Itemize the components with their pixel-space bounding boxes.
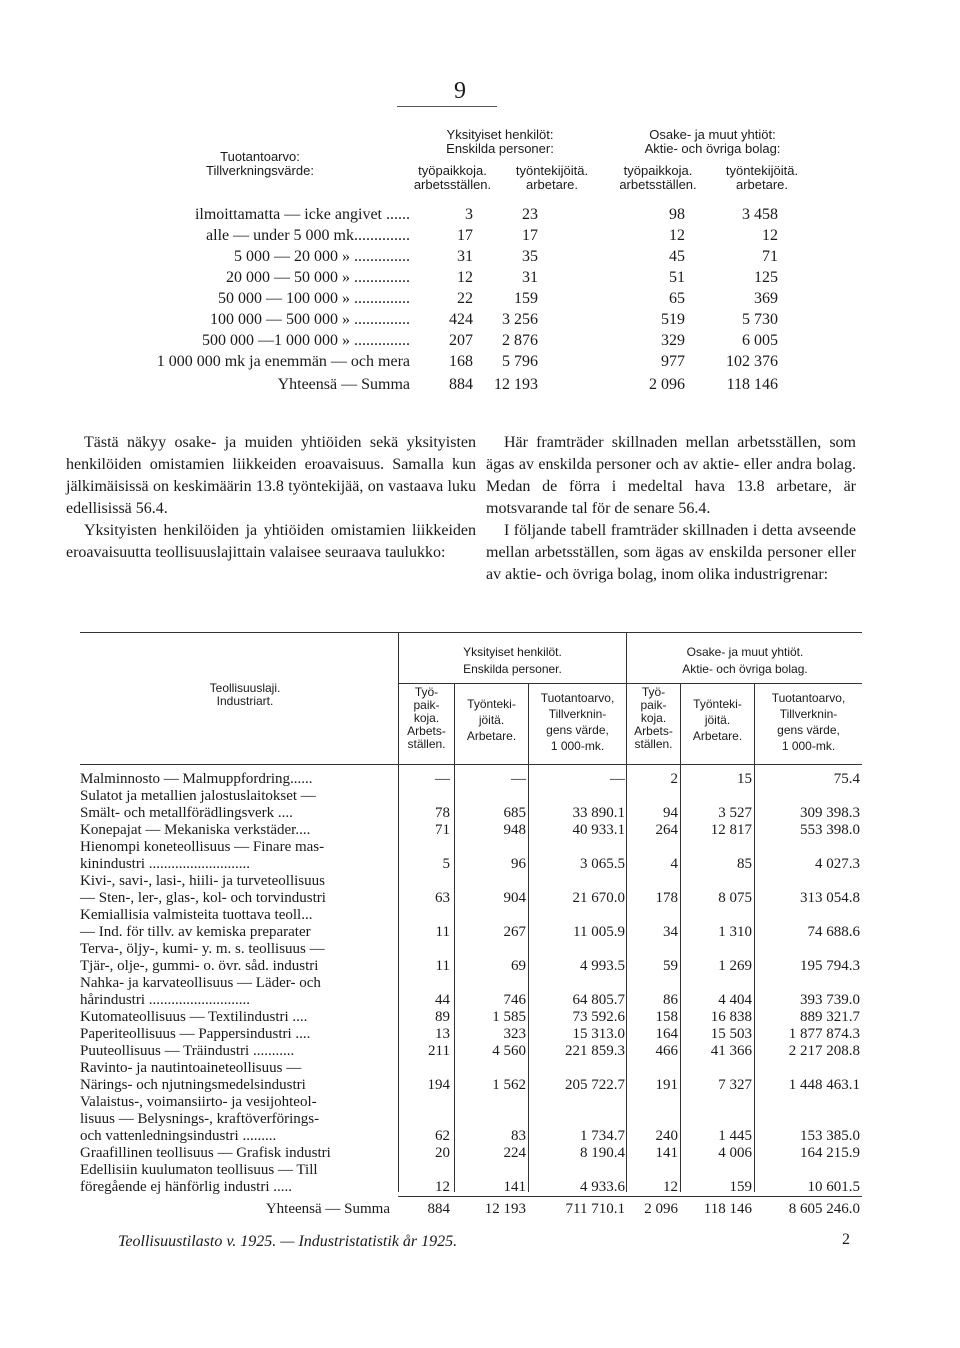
t1-row-label: ilmoittamatta — icke angivet ...... bbox=[194, 206, 410, 223]
t1-colhead-3 bbox=[608, 164, 708, 192]
t2-row-label: föregående ej hänförlig industri ..... bbox=[80, 1179, 293, 1195]
t2-total-cell: 12 193 bbox=[484, 1201, 526, 1217]
t2-cell: 1 585 bbox=[492, 1009, 526, 1025]
t2-row-label: — Sten-, ler-, glas-, kol- och torvindustri bbox=[80, 890, 326, 906]
t2-cell: 40 933.1 bbox=[572, 822, 625, 838]
t2-cell: 195 794.3 bbox=[800, 958, 860, 974]
t2-cell: 74 688.6 bbox=[807, 924, 860, 940]
t2-cell: 191 bbox=[655, 1077, 678, 1093]
t2-cell: 41 366 bbox=[710, 1043, 752, 1059]
t1-total-cell: 884 bbox=[449, 376, 473, 393]
t2-colhead-line: Arbets- bbox=[407, 724, 446, 738]
t2-cell: 224 bbox=[503, 1145, 526, 1161]
page-number: 9 bbox=[454, 78, 466, 104]
t2-colhead-line: Tuotantoarvo, bbox=[540, 691, 615, 705]
t2-cell: 89 bbox=[435, 1009, 450, 1025]
text-column-swedish bbox=[486, 432, 856, 586]
t1-cell: 207 bbox=[449, 332, 473, 349]
t2-cell: 2 bbox=[670, 771, 678, 787]
footer-sheet-number: 2 bbox=[842, 1231, 850, 1248]
t2-cell: 159 bbox=[729, 1179, 752, 1195]
t2-cell: 7 327 bbox=[718, 1077, 752, 1093]
t2-cell: 3 065.5 bbox=[580, 856, 625, 872]
header-left-sv: Tillverkningsvärde: bbox=[206, 163, 314, 178]
t1-total-label: Yhteensä — Summa bbox=[277, 376, 410, 393]
table2-group-rule bbox=[398, 683, 862, 684]
t2-row-label: hårindustri ........................... bbox=[80, 992, 250, 1008]
group1-title-fi: Yksityiset henkilöt: bbox=[446, 127, 554, 142]
t1-colhead-3-fi: työpaikkoja. bbox=[623, 163, 693, 178]
t2-colhead-line: paik- bbox=[640, 698, 667, 712]
t2-colhead-workers-company bbox=[681, 696, 754, 744]
group2-header-fi: Osake- ja muut yhtiöt. bbox=[686, 645, 804, 659]
t2-cell: 4 993.5 bbox=[580, 958, 625, 974]
t2-colhead-line: koja. bbox=[640, 711, 667, 725]
t1-cell: 65 bbox=[669, 290, 685, 307]
t2-cell: 34 bbox=[663, 924, 678, 940]
table1-group2-title bbox=[605, 128, 820, 156]
t2-cell: 904 bbox=[503, 890, 526, 906]
t2-row-label: Puuteollisuus — Träindustri ........... bbox=[80, 1043, 295, 1059]
t2-colhead-line: Tillverknin- bbox=[779, 707, 838, 721]
group2-header-sv: Aktie- och övriga bolag. bbox=[682, 662, 808, 676]
t2-cell: 141 bbox=[655, 1145, 678, 1161]
t2-cell: 309 398.3 bbox=[800, 805, 860, 821]
t1-cell: 31 bbox=[522, 269, 538, 286]
t2-cell: 96 bbox=[511, 856, 526, 872]
t2-colhead-line: 1 000-mk. bbox=[550, 739, 605, 753]
t2-row-label: Nahka- ja karvateollisuus — Läder- och bbox=[80, 975, 321, 991]
t2-colhead-line: Arbetare. bbox=[466, 729, 517, 743]
t1-row-label: 20 000 — 50 000 » .............. bbox=[226, 269, 410, 286]
t2-cell: 62 bbox=[435, 1128, 450, 1144]
t2-total-cell: 8 605 246.0 bbox=[788, 1201, 860, 1217]
header-left-fi: Tuotantoarvo: bbox=[220, 149, 300, 164]
t2-colhead-workplaces-company bbox=[627, 686, 680, 751]
table2-header-rule bbox=[80, 764, 862, 765]
t2-cell: 1 877 874.3 bbox=[788, 1026, 860, 1042]
t1-colhead-1 bbox=[400, 164, 505, 192]
t2-row-label: Kivi-, savi-, lasi-, hiili- ja turveteollisuus bbox=[80, 873, 325, 889]
t1-colhead-3-sv: arbetsställen. bbox=[619, 177, 697, 192]
table2-group2-header bbox=[628, 644, 862, 678]
t2-row-label: lisuus — Belysnings-, kraftöverförings- bbox=[80, 1111, 320, 1127]
t2-cell: 63 bbox=[435, 890, 450, 906]
table2-vline bbox=[454, 683, 455, 1192]
t2-cell: 194 bbox=[427, 1077, 450, 1093]
t2-colhead-line: koja. bbox=[413, 711, 440, 725]
t2-cell: 4 933.6 bbox=[580, 1179, 625, 1195]
paragraph: Här framträder skillnaden mellan arbetsställen, som ägas av enskilda personer och av aktie- eller andra bolag. Medan de förra i medeltal hava 13.8 arbetare, är motsvarande tal för de senare 56.4. bbox=[486, 434, 856, 517]
t2-cell: 1 269 bbox=[718, 958, 752, 974]
t2-cell: 75.4 bbox=[833, 771, 860, 787]
t1-cell: 45 bbox=[669, 248, 685, 265]
table2-vline bbox=[528, 683, 529, 1192]
t2-cell: 1 562 bbox=[492, 1077, 526, 1093]
t2-cell: 10 601.5 bbox=[807, 1179, 860, 1195]
t1-cell: 98 bbox=[669, 206, 685, 223]
t2-colhead-line: paik- bbox=[413, 698, 440, 712]
t2-cell: 205 722.7 bbox=[565, 1077, 625, 1093]
footer-source: Teollisuustilasto v. 1925. — Industristatistik år 1925. bbox=[118, 1233, 458, 1250]
t2-cell: — bbox=[511, 771, 526, 787]
t2-cell: 685 bbox=[503, 805, 526, 821]
t2-cell: 12 817 bbox=[710, 822, 752, 838]
t2-cell: 59 bbox=[663, 958, 678, 974]
t2-total-cell: 2 096 bbox=[644, 1201, 678, 1217]
t1-row-label: 500 000 —1 000 000 » .............. bbox=[202, 332, 410, 349]
t1-row-label: 100 000 — 500 000 » .............. bbox=[210, 311, 410, 328]
t1-row-label: 50 000 — 100 000 » .............. bbox=[218, 290, 410, 307]
t2-colhead-workplaces-private bbox=[399, 686, 454, 751]
t1-cell: 71 bbox=[762, 248, 778, 265]
t2-row-label: Valaistus-, voimansiirto- ja vesijohteol- bbox=[80, 1094, 317, 1110]
table2-vline bbox=[680, 683, 681, 1192]
t1-total-cell: 12 193 bbox=[494, 376, 538, 393]
group2-title-fi: Osake- ja muut yhtiöt: bbox=[649, 127, 776, 142]
t1-cell: 22 bbox=[457, 290, 473, 307]
t2-cell: 16 838 bbox=[710, 1009, 752, 1025]
t2-colhead-line: Työnteki- bbox=[693, 697, 742, 711]
t2-cell: — bbox=[610, 771, 625, 787]
t1-row-label: alle — under 5 000 mk.............. bbox=[206, 227, 410, 244]
paragraph: Tästä näkyy osake- ja muiden yhtiöiden sekä yksityisten henkilöiden omistamien liikkeiden eroavaisuus. Samalla kun jälkimäisissä on keskimäärin 13.8 työntekijää, on vastaava luku edellisissä 56.4. bbox=[66, 434, 476, 517]
t1-cell: 23 bbox=[522, 206, 538, 223]
t2-cell: 240 bbox=[655, 1128, 678, 1144]
t2-colhead-line: Työnteki- bbox=[467, 697, 516, 711]
table2-group1-header bbox=[400, 644, 625, 678]
t2-cell: 3 527 bbox=[718, 805, 752, 821]
t2-cell: 15 bbox=[737, 771, 752, 787]
t1-cell: 5 796 bbox=[502, 353, 538, 370]
t2-cell: 12 bbox=[663, 1179, 678, 1195]
t2-cell: 164 215.9 bbox=[800, 1145, 860, 1161]
t2-cell: 15 313.0 bbox=[572, 1026, 625, 1042]
t1-colhead-2-sv: arbetare. bbox=[525, 177, 579, 192]
t2-row-label: Paperiteollisuus — Pappersindustri .... bbox=[80, 1026, 311, 1042]
t2-cell: 33 890.1 bbox=[572, 805, 625, 821]
t2-cell: 221 859.3 bbox=[565, 1043, 625, 1059]
stub-header-fi: Teollisuuslaji. bbox=[209, 681, 281, 695]
t1-cell: 369 bbox=[754, 290, 778, 307]
t2-cell: 21 670.0 bbox=[572, 890, 625, 906]
t1-cell: 329 bbox=[661, 332, 685, 349]
t2-row-label: Edellisiin kuulumaton teollisuus — Till bbox=[80, 1162, 318, 1178]
t2-cell: 746 bbox=[503, 992, 526, 1008]
t2-colhead-line: gens värde, bbox=[546, 723, 609, 737]
table1-group1-title bbox=[400, 128, 600, 156]
t2-colhead-line: 1 000-mk. bbox=[781, 739, 836, 753]
t1-cell: 12 bbox=[669, 227, 685, 244]
t1-cell: 102 376 bbox=[726, 353, 778, 370]
t2-cell: 4 bbox=[670, 856, 678, 872]
t1-colhead-4 bbox=[712, 164, 812, 192]
t2-cell: 178 bbox=[655, 890, 678, 906]
t1-colhead-2 bbox=[502, 164, 602, 192]
t2-row-label: Graafillinen teollisuus — Grafisk industri bbox=[80, 1145, 331, 1161]
t1-total-cell: 2 096 bbox=[649, 376, 685, 393]
t2-colhead-line: Työ- bbox=[414, 685, 439, 699]
t2-cell: 13 bbox=[435, 1026, 450, 1042]
t2-cell: 71 bbox=[435, 822, 450, 838]
t1-cell: 159 bbox=[514, 290, 538, 307]
t2-row-label: Kemiallisia valmisteita tuottava teoll... bbox=[80, 907, 313, 923]
table1-header-left bbox=[170, 150, 350, 178]
t2-cell: 158 bbox=[655, 1009, 678, 1025]
t2-cell: 141 bbox=[503, 1179, 526, 1195]
t2-cell: 85 bbox=[737, 856, 752, 872]
t2-row-label: Hienompi koneteollisuus — Finare mas- bbox=[80, 839, 325, 855]
t2-colhead-line: Arbets- bbox=[634, 724, 673, 738]
t2-cell: 1 310 bbox=[718, 924, 752, 940]
t2-cell: — bbox=[435, 771, 450, 787]
t1-cell: 17 bbox=[522, 227, 538, 244]
t1-cell: 125 bbox=[754, 269, 778, 286]
t1-cell: 12 bbox=[457, 269, 473, 286]
t2-cell: 5 bbox=[442, 856, 450, 872]
t2-cell: 44 bbox=[435, 992, 450, 1008]
table2-stub-header bbox=[180, 682, 310, 708]
t1-cell: 35 bbox=[522, 248, 538, 265]
t2-cell: 86 bbox=[663, 992, 678, 1008]
t1-cell: 51 bbox=[669, 269, 685, 286]
table2-total-rule bbox=[398, 1196, 862, 1197]
t2-cell: 323 bbox=[503, 1026, 526, 1042]
t2-cell: 4 560 bbox=[492, 1043, 526, 1059]
t2-colhead-value-company bbox=[755, 690, 862, 754]
t1-row-label: 1 000 000 mk ja enemmän — och mera bbox=[156, 353, 410, 370]
t2-cell: 8 075 bbox=[718, 890, 752, 906]
t2-cell: 8 190.4 bbox=[580, 1145, 625, 1161]
t2-cell: 313 054.8 bbox=[800, 890, 860, 906]
t2-cell: 466 bbox=[655, 1043, 678, 1059]
t1-cell: 31 bbox=[457, 248, 473, 265]
group1-header-fi: Yksityiset henkilöt. bbox=[463, 645, 562, 659]
t2-cell: 2 217 208.8 bbox=[788, 1043, 860, 1059]
t2-total-cell: 118 146 bbox=[703, 1201, 752, 1217]
t2-total-cell: 711 710.1 bbox=[565, 1201, 625, 1217]
t1-cell: 519 bbox=[661, 311, 685, 328]
t2-colhead-line: jöitä. bbox=[478, 713, 505, 727]
t1-colhead-4-fi: työntekijöitä. bbox=[725, 163, 799, 178]
t2-colhead-line: gens värde, bbox=[777, 723, 840, 737]
t2-row-label: Terva-, öljy-, kumi- y. m. s. teollisuus — bbox=[80, 941, 325, 957]
t2-cell: 211 bbox=[428, 1043, 450, 1059]
t2-row-label: Konepajat — Mekaniska verkstäder.... bbox=[80, 822, 311, 838]
t2-cell: 553 398.0 bbox=[800, 822, 860, 838]
t2-cell: 889 321.7 bbox=[800, 1009, 860, 1025]
t2-row-label: Tjär-, olje-, gummi- o. övr. såd. industri bbox=[80, 958, 319, 974]
t2-cell: 267 bbox=[503, 924, 526, 940]
t2-cell: 83 bbox=[511, 1128, 526, 1144]
t1-cell: 17 bbox=[457, 227, 473, 244]
t2-cell: 1 448 463.1 bbox=[788, 1077, 860, 1093]
t2-row-label: Sulatot ja metallien jalostuslaitokset — bbox=[80, 788, 316, 804]
t1-row-label: 5 000 — 20 000 » .............. bbox=[234, 248, 410, 265]
t2-row-label: Ravinto- ja nautintoaineteollisuus — bbox=[80, 1060, 302, 1076]
t2-cell: 12 bbox=[435, 1179, 450, 1195]
t1-colhead-1-fi: työpaikkoja. bbox=[418, 163, 487, 178]
t1-total-cell: 118 146 bbox=[726, 376, 778, 393]
t1-colhead-4-sv: arbetare. bbox=[735, 177, 789, 192]
t2-total-label: Yhteensä — Summa bbox=[265, 1201, 390, 1217]
page-number-rule bbox=[397, 106, 497, 107]
t1-cell: 3 458 bbox=[742, 206, 778, 223]
t2-row-label: och vattenledningsindustri ......... bbox=[80, 1128, 277, 1144]
t1-cell: 168 bbox=[449, 353, 473, 370]
t2-cell: 4 404 bbox=[718, 992, 752, 1008]
t2-cell: 11 005.9 bbox=[573, 924, 625, 940]
t2-cell: 15 503 bbox=[710, 1026, 752, 1042]
t2-colhead-line: Tuotantoarvo, bbox=[771, 691, 846, 705]
t1-cell: 424 bbox=[449, 311, 473, 328]
t1-cell: 2 876 bbox=[502, 332, 538, 349]
text-column-finnish bbox=[66, 432, 476, 564]
t1-cell: 977 bbox=[661, 353, 685, 370]
group1-header-sv: Enskilda personer. bbox=[463, 662, 562, 676]
t2-colhead-line: Arbetare. bbox=[692, 729, 743, 743]
t2-cell: 11 bbox=[435, 958, 450, 974]
t2-colhead-workers-private bbox=[455, 696, 528, 744]
t2-cell: 69 bbox=[511, 958, 526, 974]
t2-colhead-line: jöitä. bbox=[704, 713, 731, 727]
t2-cell: 4 006 bbox=[718, 1145, 752, 1161]
table2-vline bbox=[754, 683, 755, 1192]
t2-colhead-value-private bbox=[529, 690, 626, 754]
t2-cell: 20 bbox=[435, 1145, 450, 1161]
t2-row-label: Kutomateollisuus — Textilindustri .... bbox=[80, 1009, 308, 1025]
t2-cell: 153 385.0 bbox=[800, 1128, 860, 1144]
paragraph: I följande tabell framträder skillnaden i detta avseende mellan arbetsställen, som ägas av enskilda personer eller av aktie- och övriga bolag, inom olika industrigrenar: bbox=[486, 522, 856, 583]
t2-cell: 64 805.7 bbox=[572, 992, 625, 1008]
t1-cell: 5 730 bbox=[742, 311, 778, 328]
t2-colhead-line: Työ- bbox=[641, 685, 666, 699]
t1-colhead-1-sv: arbetsställen. bbox=[413, 177, 492, 192]
t2-row-label: — Ind. för tillv. av kemiska preparater bbox=[80, 924, 311, 940]
t2-cell: 4 027.3 bbox=[815, 856, 860, 872]
t2-cell: 1 445 bbox=[718, 1128, 752, 1144]
t2-cell: 393 739.0 bbox=[800, 992, 860, 1008]
paragraph: Yksityisten henkilöiden ja yhtiöiden omistamien liikkeiden eroavaisuutta teollisuuslajittain valaisee seuraava taulukko: bbox=[66, 522, 476, 561]
t2-cell: 264 bbox=[655, 822, 678, 838]
group1-title-sv: Enskilda personer: bbox=[446, 141, 554, 156]
t1-cell: 3 bbox=[465, 206, 473, 223]
t1-cell: 6 005 bbox=[742, 332, 778, 349]
t2-cell: 1 734.7 bbox=[580, 1128, 625, 1144]
t2-row-label: kinindustri ........................... bbox=[80, 856, 251, 872]
t2-row-label: Närings- och njutningsmedelsindustri bbox=[80, 1077, 306, 1093]
t2-cell: 94 bbox=[663, 805, 678, 821]
stub-header-sv: Industriart. bbox=[216, 694, 274, 708]
t2-cell: 164 bbox=[655, 1026, 678, 1042]
t2-colhead-line: ställen. bbox=[634, 737, 673, 751]
t2-row-label: Malminnosto — Malmuppfordring...... bbox=[80, 771, 313, 787]
group2-title-sv: Aktie- och övriga bolag: bbox=[644, 141, 781, 156]
t1-cell: 12 bbox=[762, 227, 778, 244]
t1-cell: 3 256 bbox=[502, 311, 538, 328]
t2-colhead-line: ställen. bbox=[407, 737, 446, 751]
t2-cell: 11 bbox=[435, 924, 450, 940]
t2-total-cell: 884 bbox=[427, 1201, 450, 1217]
t2-cell: 78 bbox=[435, 805, 450, 821]
t2-row-label: Smält- och metallförädlingsverk .... bbox=[80, 805, 293, 821]
t2-cell: 948 bbox=[503, 822, 526, 838]
table2-top-rule bbox=[80, 632, 862, 633]
t2-cell: 73 592.6 bbox=[572, 1009, 625, 1025]
t1-colhead-2-fi: työntekijöitä. bbox=[515, 163, 589, 178]
t2-colhead-line: Tillverknin- bbox=[548, 707, 607, 721]
